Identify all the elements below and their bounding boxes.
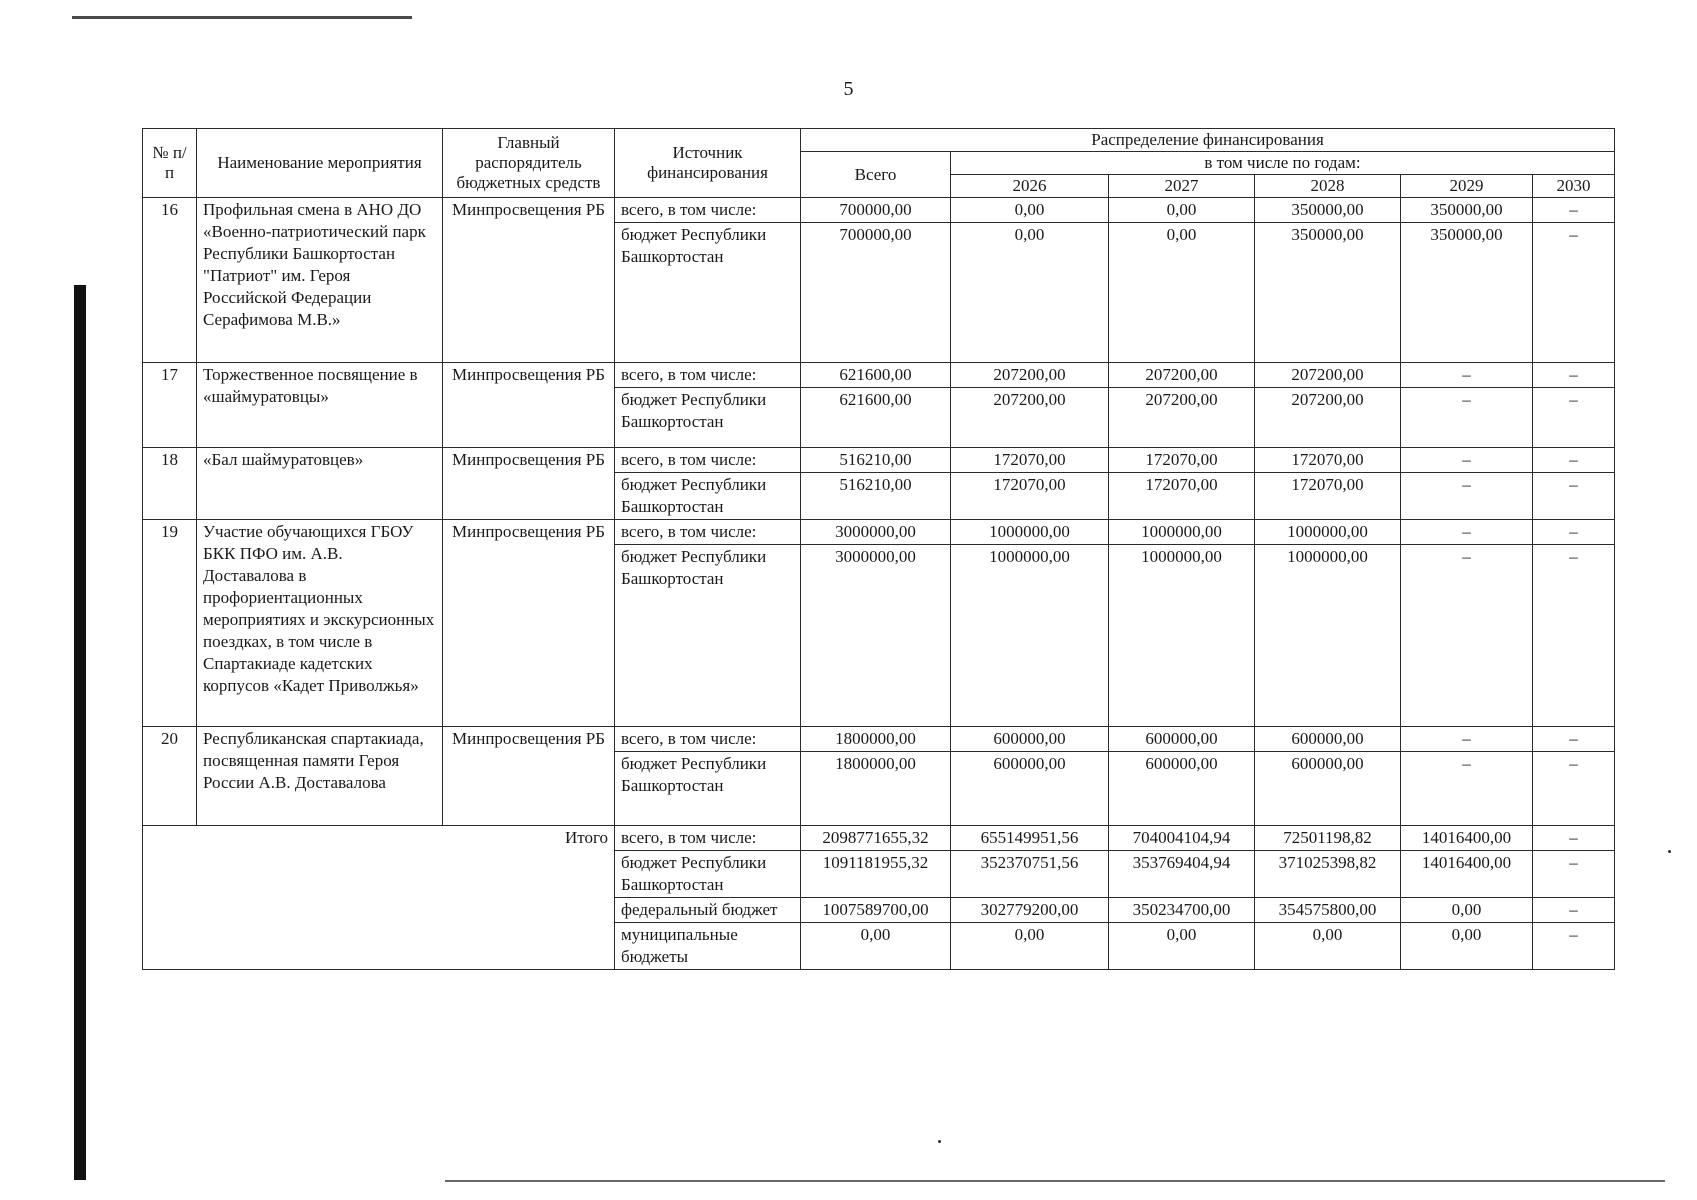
funding-source: всего, в том числе:	[615, 198, 801, 223]
financing-table	[142, 128, 1615, 970]
scan-artifact-dot	[1668, 850, 1671, 853]
total-value-2027: 350234700,00	[1109, 898, 1255, 923]
total-value-2026: 655149951,56	[951, 826, 1109, 851]
value-2028: 350000,00	[1255, 223, 1401, 363]
total-value-2027: 353769404,94	[1109, 851, 1255, 898]
event-name: Участие обучающихся ГБОУ БКК ПФО им. А.В. Доставалова в профориентационных мероприятиях и экскурсионных поездках, в том числе в Спартакиаде кадетских корпусов «Кадет Приволжья»	[197, 520, 443, 727]
event-name: Профильная смена в АНО ДО «Военно-патриотический парк Республики Башкортостан "Патриот" им. Героя Российской Федерации Серафимова М.В.»	[197, 198, 443, 363]
value-2027: 172070,00	[1109, 448, 1255, 473]
value-2027: 207200,00	[1109, 363, 1255, 388]
row-number: 19	[143, 520, 197, 727]
row-number: 17	[143, 363, 197, 448]
value-2028: 1000000,00	[1255, 545, 1401, 727]
scan-artifact-bottom-line	[445, 1180, 1665, 1182]
funding-source: бюджет Республики Башкортостан	[615, 473, 801, 520]
value-2028: 600000,00	[1255, 752, 1401, 826]
value-2027: 0,00	[1109, 198, 1255, 223]
row-number: 20	[143, 727, 197, 826]
value-total: 621600,00	[801, 388, 951, 448]
value-2030: –	[1533, 363, 1615, 388]
value-total: 3000000,00	[801, 520, 951, 545]
value-2028: 207200,00	[1255, 388, 1401, 448]
value-total: 621600,00	[801, 363, 951, 388]
page-number: 5	[843, 78, 854, 100]
total-value-2030: –	[1533, 923, 1615, 970]
total-value-2027: 704004104,94	[1109, 826, 1255, 851]
table-row	[143, 520, 1615, 545]
total-value-total: 0,00	[801, 923, 951, 970]
header-manager: Главный распорядитель бюджетных средств	[443, 129, 615, 198]
total-value-2028: 354575800,00	[1255, 898, 1401, 923]
value-2026: 207200,00	[951, 363, 1109, 388]
total-value-2029: 14016400,00	[1401, 826, 1533, 851]
table-header	[143, 129, 1615, 198]
value-2028: 172070,00	[1255, 473, 1401, 520]
total-value-2028: 371025398,82	[1255, 851, 1401, 898]
header-year: 2026	[951, 175, 1109, 198]
header-total: Всего	[801, 152, 951, 198]
funding-source: всего, в том числе:	[615, 826, 801, 851]
total-value-2026: 0,00	[951, 923, 1109, 970]
budget-manager: Минпросвещения РБ	[443, 727, 615, 826]
total-value-2030: –	[1533, 851, 1615, 898]
table-body	[143, 198, 1615, 970]
total-value-2029: 0,00	[1401, 898, 1533, 923]
scan-artifact-dot	[938, 1140, 941, 1143]
event-name: «Бал шаймуратовцев»	[197, 448, 443, 520]
value-2030: –	[1533, 388, 1615, 448]
header-year: 2028	[1255, 175, 1401, 198]
header-year: 2029	[1401, 175, 1533, 198]
totals-label: Итого	[143, 826, 615, 970]
funding-source: всего, в том числе:	[615, 520, 801, 545]
value-2026: 207200,00	[951, 388, 1109, 448]
header-by-years: в том числе по годам:	[951, 152, 1615, 175]
row-number: 16	[143, 198, 197, 363]
value-2029: –	[1401, 363, 1533, 388]
funding-source: муниципальные бюджеты	[615, 923, 801, 970]
value-2029: –	[1401, 448, 1533, 473]
budget-manager: Минпросвещения РБ	[443, 198, 615, 363]
header-distribution: Распределение финансирования	[801, 129, 1615, 152]
value-2030: –	[1533, 545, 1615, 727]
value-2029: –	[1401, 473, 1533, 520]
value-2030: –	[1533, 223, 1615, 363]
value-total: 516210,00	[801, 473, 951, 520]
value-2029: –	[1401, 388, 1533, 448]
budget-manager: Минпросвещения РБ	[443, 363, 615, 448]
total-value-2026: 302779200,00	[951, 898, 1109, 923]
table-row	[143, 198, 1615, 223]
budget-manager: Минпросвещения РБ	[443, 520, 615, 727]
total-value-2028: 72501198,82	[1255, 826, 1401, 851]
totals-row	[143, 826, 1615, 851]
header-year: 2027	[1109, 175, 1255, 198]
total-value-total: 1007589700,00	[801, 898, 951, 923]
total-value-2030: –	[1533, 898, 1615, 923]
funding-source: бюджет Республики Башкортостан	[615, 223, 801, 363]
funding-source: всего, в том числе:	[615, 727, 801, 752]
total-value-2030: –	[1533, 826, 1615, 851]
table-row	[143, 727, 1615, 752]
total-value-total: 2098771655,32	[801, 826, 951, 851]
value-2029: –	[1401, 545, 1533, 727]
total-value-total: 1091181955,32	[801, 851, 951, 898]
value-2028: 1000000,00	[1255, 520, 1401, 545]
event-name: Республиканская спартакиада, посвященная памяти Героя России А.В. Доставалова	[197, 727, 443, 826]
value-2029: –	[1401, 520, 1533, 545]
value-2029: –	[1401, 727, 1533, 752]
funding-source: бюджет Республики Башкортостан	[615, 752, 801, 826]
value-total: 3000000,00	[801, 545, 951, 727]
total-value-2027: 0,00	[1109, 923, 1255, 970]
value-2030: –	[1533, 727, 1615, 752]
value-2029: –	[1401, 752, 1533, 826]
header-year: 2030	[1533, 175, 1615, 198]
value-2027: 0,00	[1109, 223, 1255, 363]
table-row	[143, 448, 1615, 473]
value-2027: 1000000,00	[1109, 545, 1255, 727]
value-2026: 0,00	[951, 223, 1109, 363]
value-2028: 350000,00	[1255, 198, 1401, 223]
value-2028: 600000,00	[1255, 727, 1401, 752]
value-2030: –	[1533, 448, 1615, 473]
value-2027: 600000,00	[1109, 727, 1255, 752]
scan-artifact-top-line	[72, 16, 412, 19]
value-2030: –	[1533, 752, 1615, 826]
row-number: 18	[143, 448, 197, 520]
total-value-2029: 0,00	[1401, 923, 1533, 970]
funding-source: бюджет Республики Башкортостан	[615, 545, 801, 727]
value-total: 700000,00	[801, 198, 951, 223]
funding-source: всего, в том числе:	[615, 363, 801, 388]
value-total: 700000,00	[801, 223, 951, 363]
value-2029: 350000,00	[1401, 223, 1533, 363]
header-num: № п/п	[143, 129, 197, 198]
value-2027: 207200,00	[1109, 388, 1255, 448]
total-value-2028: 0,00	[1255, 923, 1401, 970]
header-name: Наименование мероприятия	[197, 129, 443, 198]
value-total: 1800000,00	[801, 727, 951, 752]
value-2030: –	[1533, 198, 1615, 223]
value-2026: 172070,00	[951, 448, 1109, 473]
value-total: 1800000,00	[801, 752, 951, 826]
value-2028: 172070,00	[1255, 448, 1401, 473]
value-2026: 600000,00	[951, 727, 1109, 752]
value-2026: 0,00	[951, 198, 1109, 223]
value-2027: 1000000,00	[1109, 520, 1255, 545]
value-2026: 172070,00	[951, 473, 1109, 520]
value-2026: 1000000,00	[951, 520, 1109, 545]
budget-manager: Минпросвещения РБ	[443, 448, 615, 520]
funding-source: бюджет Республики Башкортостан	[615, 851, 801, 898]
value-2029: 350000,00	[1401, 198, 1533, 223]
value-2026: 600000,00	[951, 752, 1109, 826]
value-2030: –	[1533, 473, 1615, 520]
value-2030: –	[1533, 520, 1615, 545]
event-name: Торжественное посвящение в «шаймуратовцы»	[197, 363, 443, 448]
funding-source: всего, в том числе:	[615, 448, 801, 473]
value-2027: 172070,00	[1109, 473, 1255, 520]
value-total: 516210,00	[801, 448, 951, 473]
funding-source: федеральный бюджет	[615, 898, 801, 923]
total-value-2026: 352370751,56	[951, 851, 1109, 898]
value-2026: 1000000,00	[951, 545, 1109, 727]
funding-source: бюджет Республики Башкортостан	[615, 388, 801, 448]
header-source: Источник финансирования	[615, 129, 801, 198]
value-2027: 600000,00	[1109, 752, 1255, 826]
table-row	[143, 363, 1615, 388]
scan-artifact-left-edge	[74, 285, 86, 1180]
total-value-2029: 14016400,00	[1401, 851, 1533, 898]
value-2028: 207200,00	[1255, 363, 1401, 388]
